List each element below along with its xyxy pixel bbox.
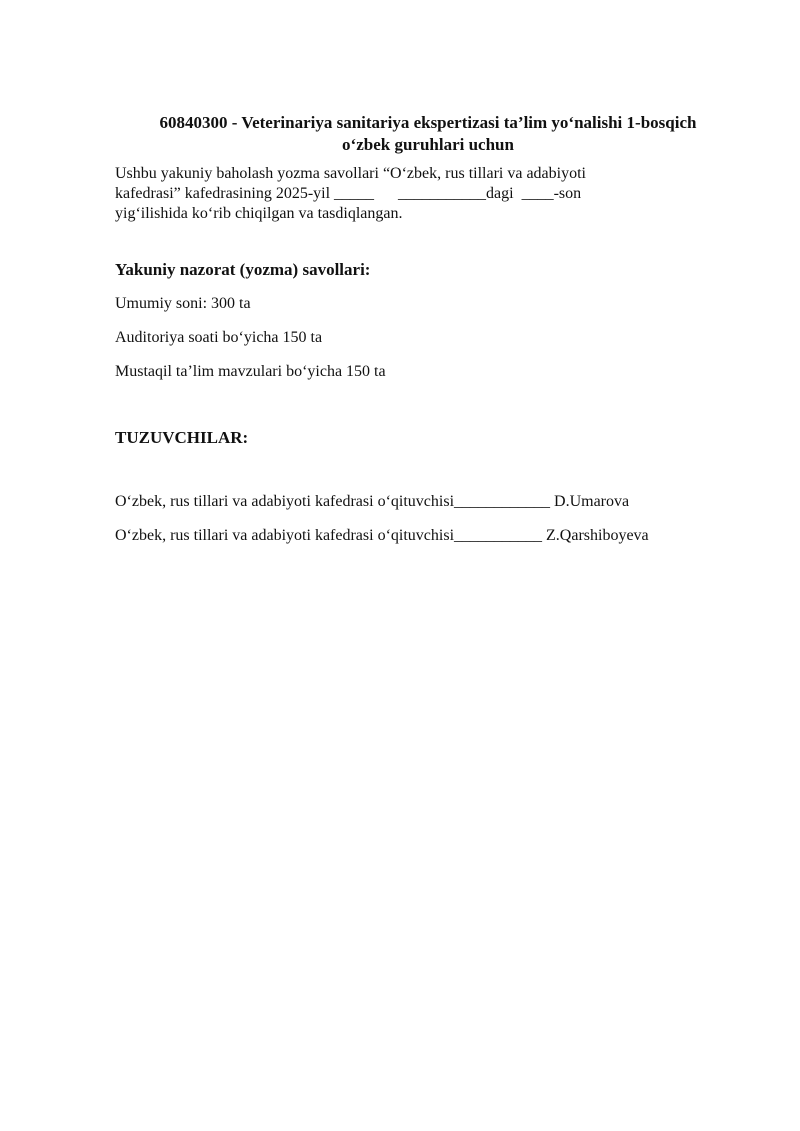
approval-line-2: kafedrasi” kafedrasining 2025-yil _____ ___________dagi ____-son: [115, 185, 582, 202]
author-line-qarshiboyeva: O‘zbek, rus tillari va adabiyoti kafedrasi o‘qituvchisi___________ Z.Qarshiboyeva: [115, 527, 649, 544]
author-line-umarova: O‘zbek, rus tillari va adabiyoti kafedrasi o‘qituvchisi____________ D.Umarova: [115, 493, 630, 510]
approval-line-1: Ushbu yakuniy baholash yozma savollari “O‘zbek, rus tillari va adabiyoti: [115, 165, 586, 182]
approval-paragraph: [115, 164, 715, 224]
approval-line-3: yig‘ilishida ko‘rib chiqilgan va tasdiqlangan.: [115, 205, 403, 222]
authors-heading: TUZUVCHILAR:: [115, 428, 249, 447]
document-title-line-1: 60840300 - Veterinariya sanitariya ekspertizasi ta’lim yo‘nalishi 1-bosqich: [159, 113, 697, 132]
independent-study-count: Mustaqil ta’lim mavzulari bo‘yicha 150 ta: [115, 363, 386, 380]
total-count: Umumiy soni: 300 ta: [115, 295, 251, 312]
document-title-line-2: o‘zbek guruhlari uchun: [342, 135, 514, 154]
questions-heading: Yakuniy nazorat (yozma) savollari:: [115, 260, 371, 279]
auditorium-count: Auditoriya soati bo‘yicha 150 ta: [115, 329, 323, 346]
